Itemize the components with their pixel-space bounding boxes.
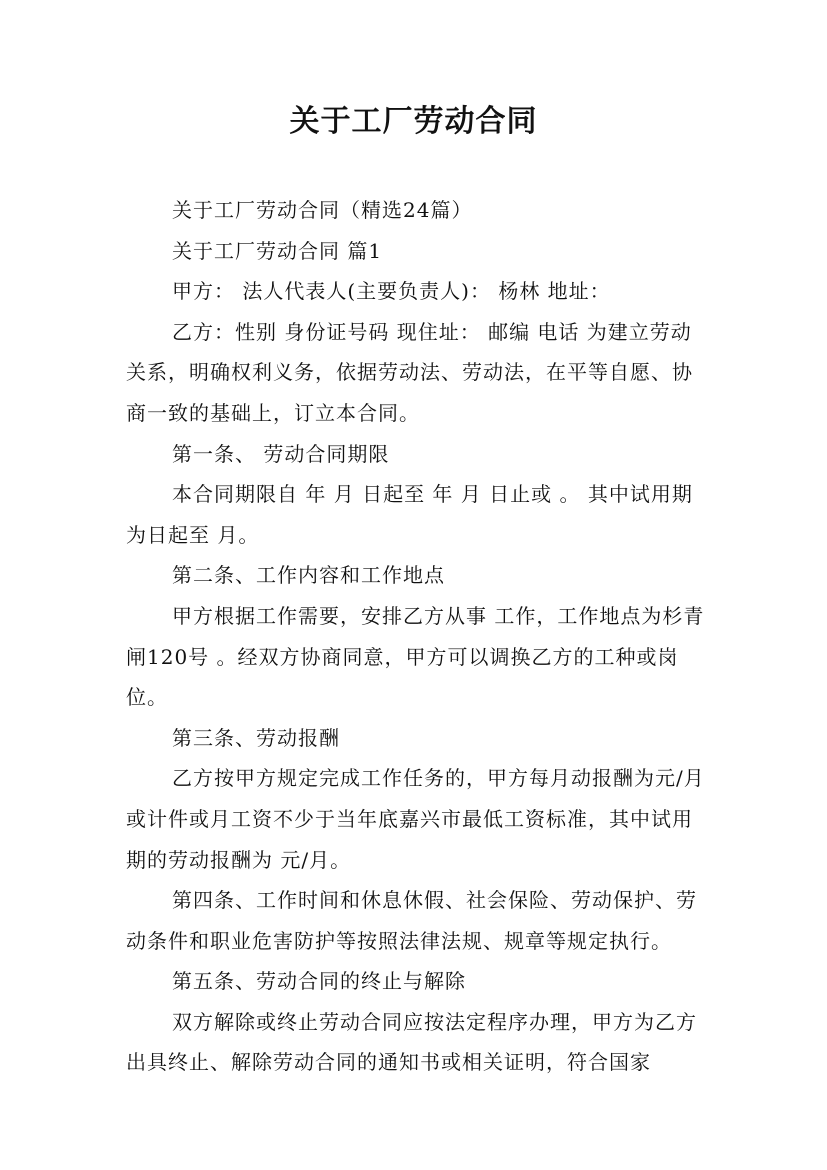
article-5-paragraph: 双方解除或终止劳动合同应按法定程序办理，甲方为乙方出具终止、解除劳动合同的通知书或相关证明，符合国家: [126, 1009, 697, 1075]
section-heading: 关于工厂劳动合同 篇1: [172, 238, 383, 263]
article-3-heading: 第三条、劳动报酬: [172, 725, 340, 750]
article-2-heading: 第二条、工作内容和工作地点: [172, 563, 445, 588]
party-b-paragraph: 乙方：性别 身份证号码 现住址： 邮编 电话 为建立劳动关系，明确权利义务，依据劳动法、劳动法，在平等自愿、协商一致的基础上，订立本合同。: [126, 319, 693, 425]
article-4-paragraph: 第四条、工作时间和休息休假、社会保险、劳动保护、劳动条件和职业危害防护等按照法律法规、规章等规定执行。: [126, 888, 697, 953]
article-2-paragraph: 甲方根据工作需要，安排乙方从事 工作，工作地点为杉青闸120号 。经双方协商同意，甲方可以调换乙方的工种或岗位。: [126, 603, 705, 710]
article-1-paragraph: 本合同期限自 年 月 日起至 年 月 日止或 。 其中试用期为日起至 月。: [126, 482, 693, 547]
party-a-paragraph: 甲方： 法人代表人(主要负责人)： 杨林 地址：: [172, 279, 611, 304]
subtitle-paragraph: 关于工厂劳动合同（精选24篇）: [172, 198, 473, 222]
document-body: [126, 190, 708, 1083]
article-3-paragraph: 乙方按甲方规定完成工作任务的，甲方每月动报酬为元/月或计件或月工资不少于当年底嘉兴市最低工资标准，其中试用期的劳动报酬为 元/月。: [126, 766, 705, 872]
document-title: 关于工厂劳动合同: [289, 104, 538, 139]
article-1-heading: 第一条、 劳动合同期限: [172, 441, 390, 466]
article-5-heading: 第五条、劳动合同的终止与解除: [172, 969, 466, 994]
